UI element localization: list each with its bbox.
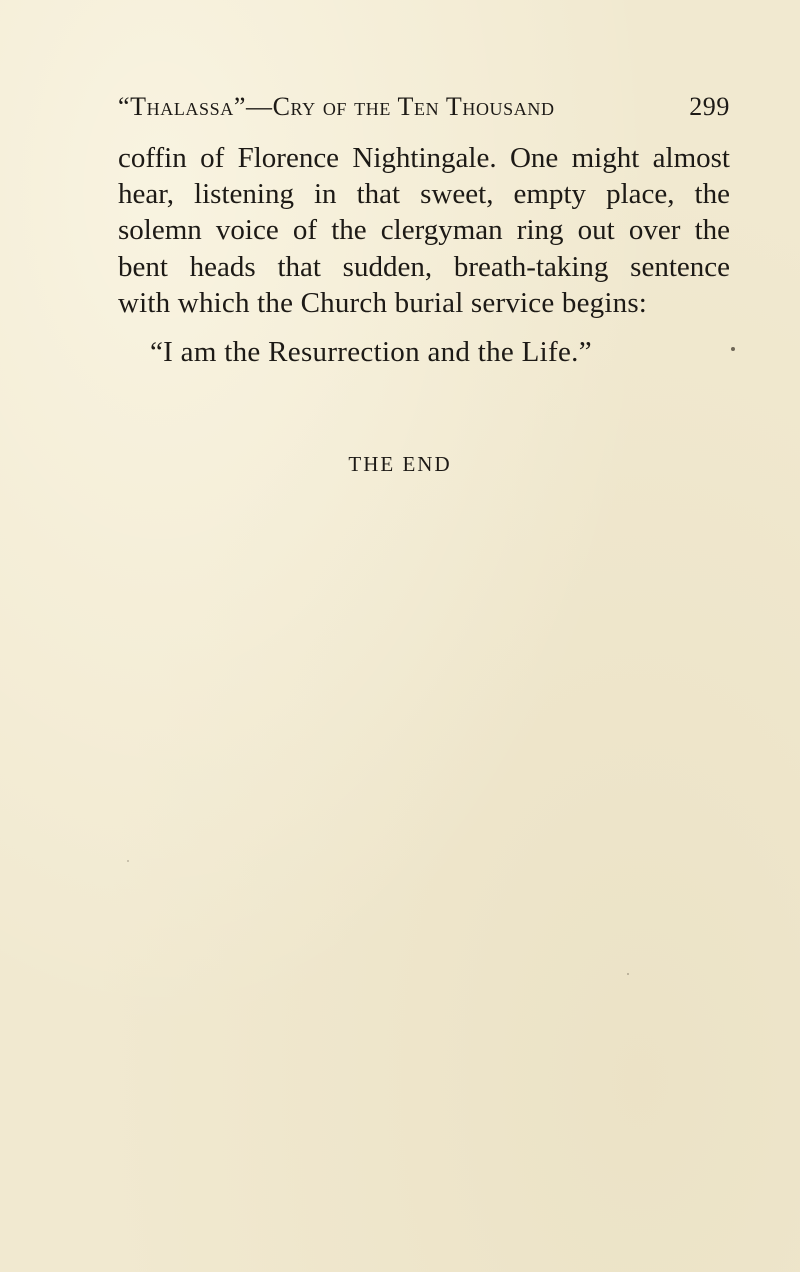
paper-speck (127, 860, 129, 862)
scripture-quote: “I am the Resurrection and the Life.” (150, 336, 592, 368)
text-line: solemn voice of the clergyman ring out over the (118, 214, 730, 247)
running-head (118, 92, 730, 132)
paper-speck (627, 973, 629, 975)
running-head-title: “Thalassa”—Cry of the Ten Thousand (118, 92, 555, 121)
paper-speck (731, 347, 735, 351)
text-line: hear, listening in that sweet, empty place, the (118, 178, 730, 211)
text-line: with which the Church burial service begins: (118, 286, 648, 319)
page-number: 299 (689, 92, 730, 121)
the-end-colophon: THE END (348, 452, 452, 476)
body-paragraph (118, 140, 730, 321)
text-line: bent heads that sudden, breath-taking sentence (118, 250, 730, 283)
text-line: coffin of Florence Nightingale. One might almost (118, 142, 730, 174)
